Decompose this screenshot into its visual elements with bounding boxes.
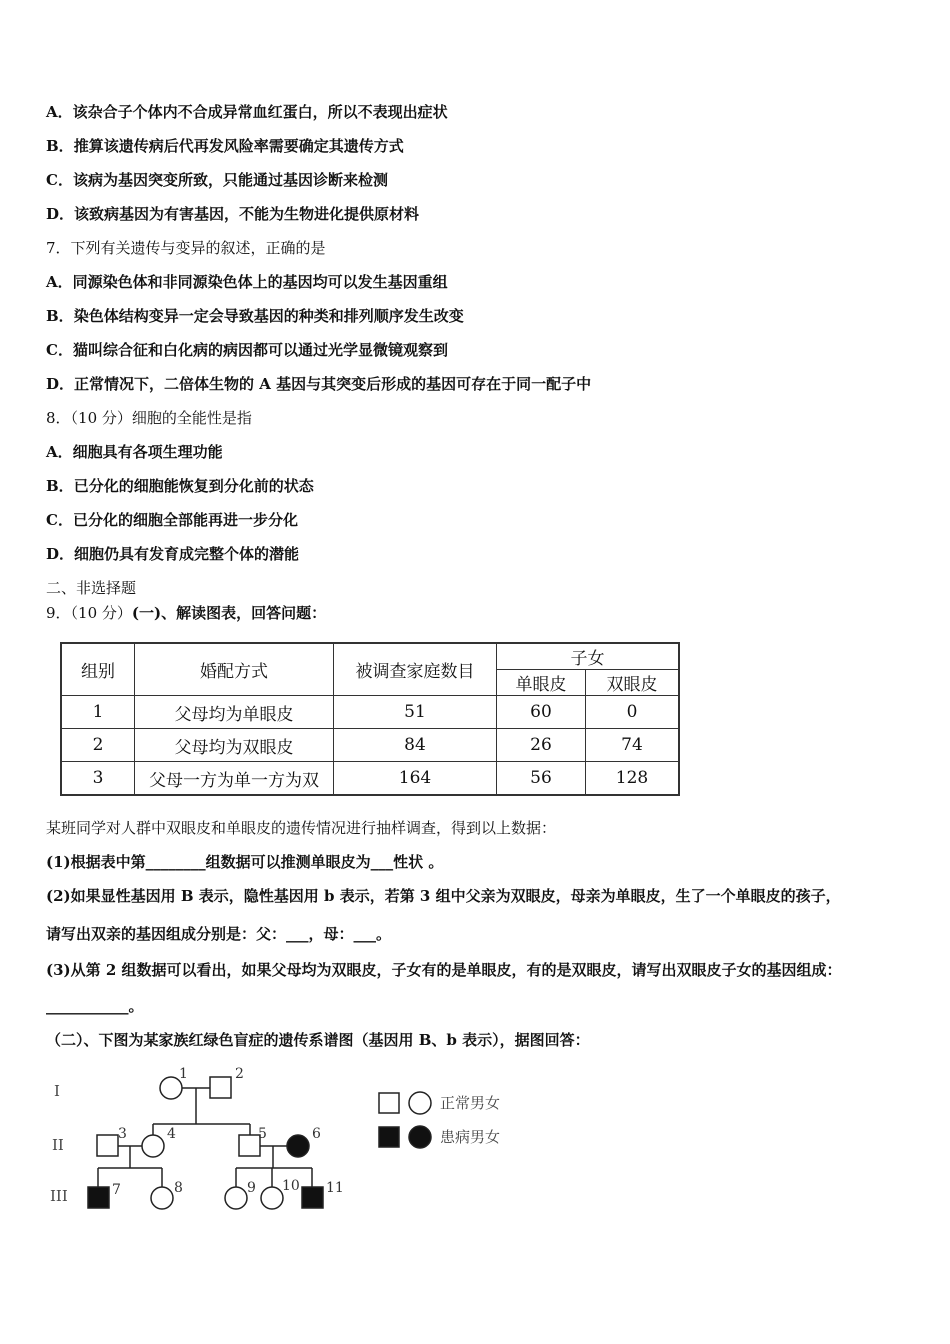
generation-label-2: II: [52, 1136, 64, 1154]
cell-double: 0: [586, 696, 680, 729]
legend-normal-male: [379, 1093, 399, 1113]
q9-part1: (1)根据表中第________组数据可以推测单眼皮为___性状 。: [46, 853, 444, 871]
generation-label-1: I: [54, 1082, 60, 1100]
legend-affected-label: 患病男女: [440, 1128, 501, 1146]
cell-families: 84: [334, 729, 497, 762]
q7-stem: 7．下列有关遗传与变异的叙述，正确的是: [46, 239, 326, 257]
q7-option-b: B．染色体结构变异一定会导致基因的种类和排列顺序发生改变: [46, 307, 464, 325]
label-6: 6: [312, 1126, 321, 1142]
person-10-normal-female: [261, 1187, 283, 1209]
header-group: 组别: [61, 643, 135, 696]
cell-group: 1: [61, 696, 135, 729]
label-8: 8: [174, 1180, 183, 1196]
q6-option-c: C．该病为基因突变所致，只能通过基因诊断来检测: [46, 171, 388, 189]
header-double: 双眼皮: [586, 670, 680, 696]
section-heading: 二、非选择题: [46, 579, 137, 597]
table-row: [61, 729, 679, 762]
q9-intro: 某班同学对人群中双眼皮和单眼皮的遗传情况进行抽样调查，得到以上数据：: [46, 819, 557, 837]
cell-mating: 父母均为单眼皮: [135, 696, 334, 729]
q7-option-a: A．同源染色体和非同源染色体上的基因均可以发生基因重组: [46, 273, 448, 291]
cell-group: 2: [61, 729, 135, 762]
legend-normal-female: [409, 1092, 431, 1114]
cell-single: 56: [497, 762, 586, 796]
q9-part2b: 请写出双亲的基因组成分别是：父：___，母：___。: [46, 925, 392, 943]
pedigree-chart: [40, 1064, 560, 1224]
q8-option-b: B．已分化的细胞能恢复到分化前的状态: [46, 477, 314, 495]
legend-normal-label: 正常男女: [440, 1094, 501, 1112]
cell-single: 26: [497, 729, 586, 762]
person-11-affected-male: [302, 1187, 323, 1208]
legend-affected-male: [379, 1127, 399, 1147]
label-1: 1: [179, 1066, 188, 1082]
label-7: 7: [112, 1182, 121, 1198]
generation-label-3: III: [50, 1187, 68, 1205]
header-families: 被调查家庭数目: [334, 643, 497, 696]
label-9: 9: [247, 1180, 256, 1196]
q8-stem: 8．（10 分）细胞的全能性是指: [46, 409, 252, 427]
q6-option-d: D．该致病基因为有害基因，不能为生物进化提供原材料: [46, 205, 420, 223]
cell-mating: 父母均为双眼皮: [135, 729, 334, 762]
q6-option-a: A．该杂合子个体内不合成异常血红蛋白，所以不表现出症状: [46, 103, 448, 121]
cell-group: 3: [61, 762, 135, 796]
person-4-normal-female: [142, 1135, 164, 1157]
person-5-normal-male: [239, 1135, 260, 1156]
person-9-normal-female: [225, 1187, 247, 1209]
label-2: 2: [235, 1066, 244, 1082]
survey-table: [60, 642, 680, 796]
q9-part3b: ___________。: [46, 997, 144, 1015]
person-6-affected-female: [287, 1135, 309, 1157]
cell-double: 74: [586, 729, 680, 762]
header-single: 单眼皮: [497, 670, 586, 696]
q9-section2: （二）、下图为某家族红绿色盲症的遗传系谱图（基因用 B、b 表示），据图回答：: [46, 1031, 590, 1049]
q8-option-c: C．已分化的细胞全部能再进一步分化: [46, 511, 298, 529]
label-3: 3: [118, 1126, 127, 1142]
label-5: 5: [258, 1126, 267, 1142]
person-7-affected-male: [88, 1187, 109, 1208]
table-row: [61, 696, 679, 729]
person-3-normal-male: [97, 1135, 118, 1156]
header-mating: 婚配方式: [135, 643, 334, 696]
q7-option-d: D．正常情况下，二倍体生物的 A 基因与其突变后形成的基因可存在于同一配子中: [46, 375, 592, 393]
q8-option-a: A．细胞具有各项生理功能: [46, 443, 223, 461]
cell-mating: 父母一方为单一方为双: [135, 762, 334, 796]
cell-families: 164: [334, 762, 497, 796]
table-row: [61, 762, 679, 796]
label-4: 4: [167, 1126, 176, 1142]
q6-option-b: B．推算该遗传病后代再发风险率需要确定其遗传方式: [46, 137, 404, 155]
label-11: 11: [326, 1180, 344, 1196]
cell-double: 128: [586, 762, 680, 796]
q9-stem: 9．（10 分）(一)、解读图表，回答问题：: [46, 604, 327, 622]
person-2-normal-male: [210, 1077, 231, 1098]
q8-option-d: D．细胞仍具有发育成完整个体的潜能: [46, 545, 300, 563]
legend-affected-female: [409, 1126, 431, 1148]
label-10: 10: [282, 1178, 300, 1194]
person-8-normal-female: [151, 1187, 173, 1209]
q9-part3a: (3)从第 2 组数据可以看出，如果父母均为双眼皮，子女有的是单眼皮，有的是双眼皮，请写出双眼皮子女的基因组成：: [46, 961, 842, 979]
cell-families: 51: [334, 696, 497, 729]
header-children: 子女: [497, 643, 680, 670]
cell-single: 60: [497, 696, 586, 729]
q9-part2a: (2)如果显性基因用 B 表示，隐性基因用 b 表示，若第 3 组中父亲为双眼皮，母亲为单眼皮，生了一个单眼皮的孩子，: [46, 887, 841, 905]
q7-option-c: C．猫叫综合征和白化病的病因都可以通过光学显微镜观察到: [46, 341, 448, 359]
